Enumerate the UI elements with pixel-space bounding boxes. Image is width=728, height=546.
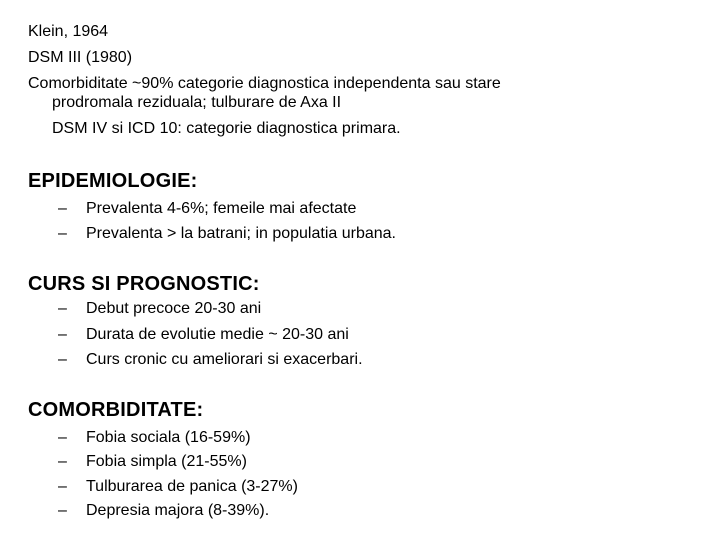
bullet-dash-icon: – xyxy=(58,351,67,368)
bullet-dash-icon: – xyxy=(58,502,67,519)
bullet-dash-icon: – xyxy=(58,478,67,495)
list-item xyxy=(58,225,396,243)
list-item-text: Prevalenta 4-6%; femeile mai afectate xyxy=(86,200,357,217)
list-item-text: Prevalenta > la batrani; in populatia urbana. xyxy=(86,225,396,242)
list-item xyxy=(58,502,269,520)
list-item-text: Depresia majora (8-39%). xyxy=(86,502,270,519)
bullet-dash-icon: – xyxy=(58,429,67,446)
bullet-dash-icon: – xyxy=(58,200,67,217)
list-item xyxy=(58,478,298,496)
list-item-text: Fobia sociala (16-59%) xyxy=(86,429,251,446)
list-item-text: Tulburarea de panica (3-27%) xyxy=(86,478,298,495)
bullet-dash-icon: – xyxy=(58,326,67,343)
list-item xyxy=(58,351,363,369)
list-item xyxy=(58,453,247,471)
heading-curs-si-prognostic: CURS SI PROGNOSTIC: xyxy=(28,273,260,295)
list-item xyxy=(58,200,356,218)
intro-line-prodromala: prodromala reziduala; tulburare de Axa II xyxy=(52,94,342,111)
heading-epidemiologie: EPIDEMIOLOGIE: xyxy=(28,170,198,192)
intro-line-dsm3: DSM III (1980) xyxy=(28,49,133,66)
bullet-dash-icon: – xyxy=(58,300,67,317)
heading-comorbiditate: COMORBIDITATE: xyxy=(28,399,204,421)
list-item-text: Curs cronic cu ameliorari si exacerbari. xyxy=(86,351,363,368)
list-item xyxy=(58,429,251,447)
bullet-dash-icon: – xyxy=(58,453,67,470)
bullet-dash-icon: – xyxy=(58,225,67,242)
list-item-text: Durata de evolutie medie ~ 20-30 ani xyxy=(86,326,349,343)
list-item xyxy=(58,300,261,318)
intro-line-comorbiditate: Comorbiditate ~90% categorie diagnostica independenta sau stare xyxy=(28,75,501,92)
intro-line-klein: Klein, 1964 xyxy=(28,23,109,40)
intro-line-dsm4: DSM IV si ICD 10: categorie diagnostica primara. xyxy=(52,120,401,137)
list-item xyxy=(58,326,349,344)
list-item-text: Fobia simpla (21-55%) xyxy=(86,453,247,470)
list-item-text: Debut precoce 20-30 ani xyxy=(86,300,262,317)
